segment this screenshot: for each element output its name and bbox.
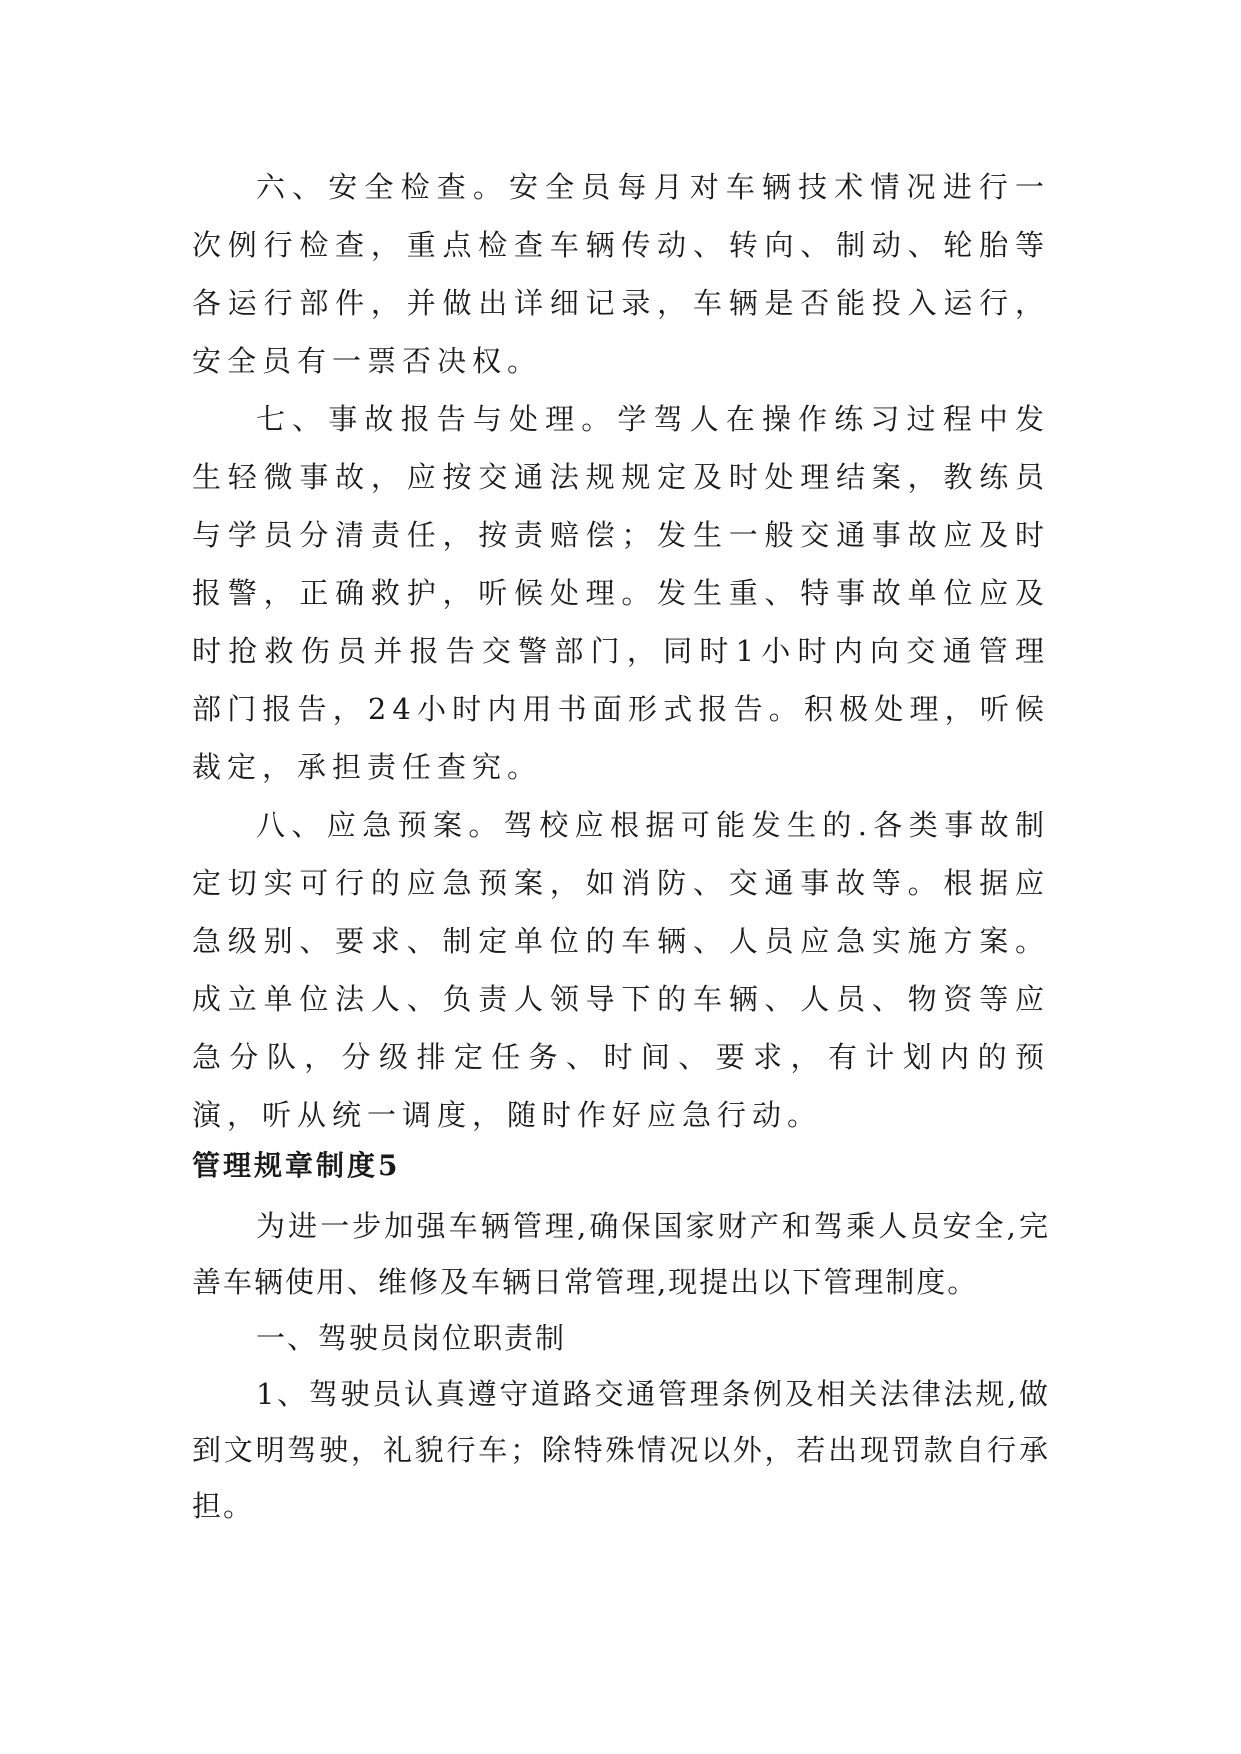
paragraph-driver-rule-1: 1、驾驶员认真遵守道路交通管理条例及相关法律法规,做到文明驾驶，礼貌行车；除特殊情况以外，若出现罚款自行承担。: [192, 1377, 1050, 1523]
paragraph-driver-duty-heading: 一、驾驶员岗位职责制: [256, 1321, 567, 1355]
document-body-lower: [192, 1198, 1050, 1534]
section-title: 管理规章制度5: [192, 1149, 401, 1182]
paragraph-accident-report: 七、事故报告与处理。学驾人在操作练习过程中发生轻微事故，应按交通法规规定及时处理结案，教练员与学员分清责任，按责赔偿；发生一般交通事故应及时报警，正确救护，听候处理。发生重、特事故单位应及时抢救伤员并报告交警部门，同时1小时内向交通管理部门报告，24小时内用书面形式报告。积极处理，听候裁定，承担责任查究。: [192, 402, 1050, 784]
paragraph-intro: 为进一步加强车辆管理,确保国家财产和驾乘人员安全,完善车辆使用、维修及车辆日常管理,现提出以下管理制度。: [192, 1209, 1050, 1299]
document-body-upper: [192, 158, 1050, 1144]
paragraph-emergency-plan: 八、应急预案。驾校应根据可能发生的.各类事故制定切实可行的应急预案，如消防、交通事故等。根据应急级别、要求、制定单位的车辆、人员应急实施方案。成立单位法人、负责人领导下的车辆、人员、物资等应急分队，分级排定任务、时间、要求，有计划内的预演，听从统一调度，随时作好应急行动。: [192, 808, 1050, 1132]
paragraph-safety-inspection: 六、安全检查。安全员每月对车辆技术情况进行一次例行检查，重点检查车辆传动、转向、制动、轮胎等各运行部件，并做出详细记录，车辆是否能投入运行，安全员有一票否决权。: [192, 170, 1050, 378]
